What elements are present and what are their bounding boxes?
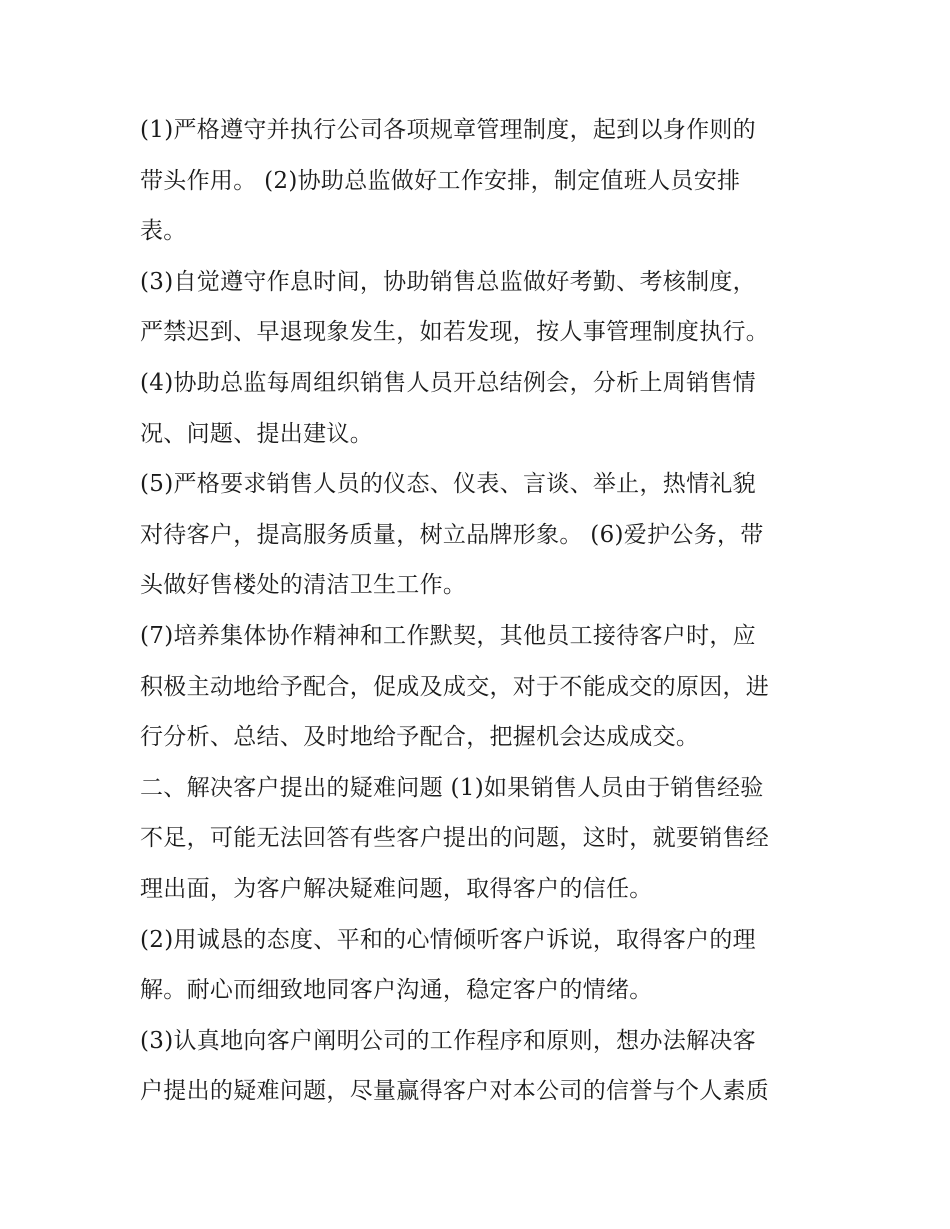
text-line-9: 对待客户，提高服务质量，树立品牌形象。 (6)爱护公务，带 bbox=[140, 521, 764, 548]
text-line-15: 不足，可能无法回答有些客户提出的问题，这时，就要销售经 bbox=[140, 825, 770, 852]
text-line-6: (4)协助总监每周组织销售人员开总结例会，分析上周销售情 bbox=[140, 369, 756, 396]
text-line-13: 行分析、总结、及时地给予配合，把握机会达成成交。 bbox=[140, 724, 700, 751]
text-line-18: 解。耐心而细致地同客户沟通，稳定客户的情绪。 bbox=[140, 977, 653, 1004]
text-line-3: 表。 bbox=[140, 218, 187, 245]
text-line-1: (1)严格遵守并执行公司各项规章管理制度，起到以身作则的 bbox=[140, 117, 756, 143]
text-line-4: (3)自觉遵守作息时间，协助销售总监做好考勤、考核制度， bbox=[140, 268, 756, 295]
text-line-2: 带头作用。 (2)协助总监做好工作安排，制定值班人员安排 bbox=[140, 167, 741, 194]
text-line-16: 理出面，为客户解决疑难问题，取得客户的信任。 bbox=[140, 875, 653, 902]
text-line-11: (7)培养集体协作精神和工作默契，其他员工接待客户时，应 bbox=[140, 622, 756, 649]
document-body bbox=[140, 105, 830, 1117]
text-line-10: 头做好售楼处的清洁卫生工作。 bbox=[140, 572, 467, 599]
text-line-20: 户提出的疑难问题，尽量赢得客户对本公司的信誉与个人素质 bbox=[140, 1078, 770, 1105]
text-line-8: (5)严格要求销售人员的仪态、仪表、言谈、举止，热情礼貌 bbox=[140, 471, 756, 498]
text-line-5: 严禁迟到、早退现象发生，如若发现，按人事管理制度执行。 bbox=[140, 319, 770, 346]
text-line-17: (2)用诚恳的态度、平和的心情倾听客户诉说，取得客户的理 bbox=[140, 926, 756, 953]
text-line-19: (3)认真地向客户阐明公司的工作程序和原则，想办法解决客 bbox=[140, 1027, 756, 1054]
text-line-14: 二、解决客户提出的疑难问题 (1)如果销售人员由于销售经验 bbox=[140, 774, 764, 801]
text-line-12: 积极主动地给予配合，促成及成交，对于不能成交的原因，进 bbox=[140, 673, 770, 700]
text-line-7: 况、问题、提出建议。 bbox=[140, 420, 373, 447]
